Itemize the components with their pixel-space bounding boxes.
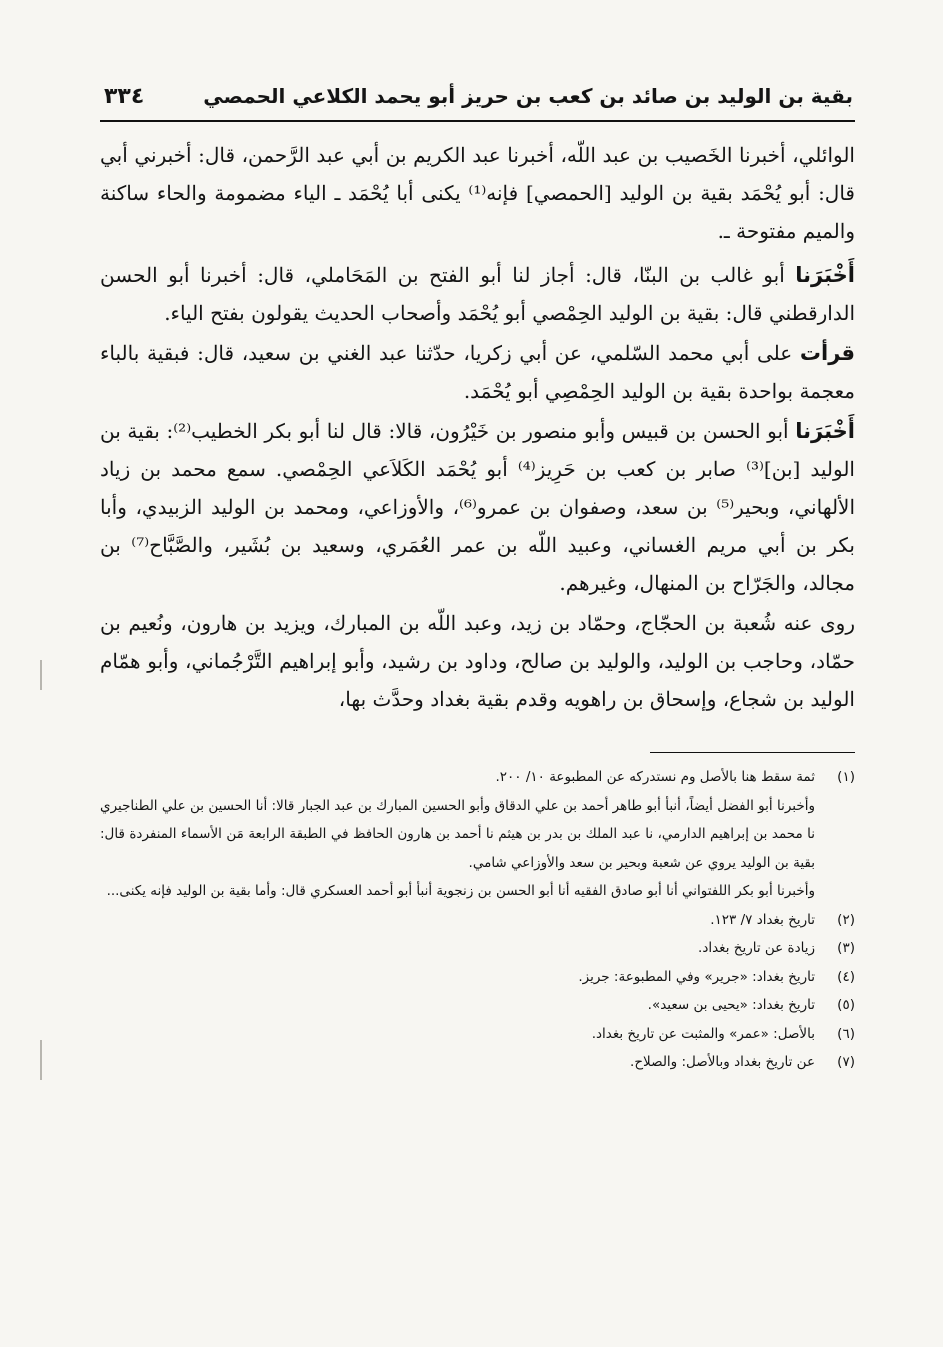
footnote-line: وأخبرنا أبو الفضل أيضاً، أنبأ أبو طاهر أحمد بن علي الدقاق وأبو الحسين المبارك بن عبد الجبار قالا: أنا الحسين بن علي الطناجيري نا محمد بن إبراهيم الدارمي، نا عبد الملك بن بدر بن هيثم نا أحمد بن هارون الحافظ في الطبقة الرابعة مَن الأسماء المنفردة قال: بقية بن الوليد يروي عن شعبة وبحير بن سعد والأوزاعي شامي. (100, 797, 815, 871)
footnotes (100, 763, 855, 1077)
footnote-separator (650, 752, 855, 753)
paragraph-lead-word: قرأت (799, 341, 856, 365)
footnote (100, 1020, 855, 1049)
paragraph-text: الوائلي، أخبرنا الخَصيب بن عبد اللّه، أخبرنا عبد الكريم بن أبي عبد الرَّحمن، قال: أخبرني أبي قال: أبو يُحْمَد بقية بن الوليد [الحمصي] فإنه⁽¹⁾ يكنى أبا يُحْمَد ـ الياء مضمومة والحاء ساكنة والميم مفتوحة ـ. (100, 143, 855, 243)
footnote-body (100, 934, 815, 963)
footnote-line: وأخبرنا أبو بكر اللفتواني أنا أبو صادق الفقيه أنا أبو الحسن بن زنجوية أنبأ أبو أحمد العسكري قال: وأما بقية بن الوليد فإنه يكنى... (106, 883, 815, 899)
footnote-body (100, 963, 815, 992)
paragraph-lead-word: أَخْبَرَنا (795, 263, 856, 287)
footnote-body (100, 991, 815, 1020)
footnote-body (100, 1048, 815, 1077)
paragraph (100, 256, 855, 332)
footnote-number: (١) (837, 769, 855, 785)
footnote-number: (٤) (837, 968, 855, 985)
footnote (100, 763, 855, 906)
page-number: ٣٣٤ (104, 84, 145, 109)
page-header (100, 78, 855, 122)
paragraph-text: روى عنه شُعبة بن الحجّاج، وحمّاد بن زيد، وعبد اللّه بن المبارك، ويزيد بن هارون، ونُعيم بن حمّاد، وحاجب بن الوليد، والوليد بن صالح، وداود بن رشيد، وأبو إبراهيم التَّرْجُماني، وأبو همّام الوليد بن شجاع، وإسحاق بن راهويه وقدم بقية بغداد وحدَّث بها، (100, 611, 855, 711)
paragraph-lead-word: أَخْبَرَنا (795, 419, 855, 443)
main-text (100, 136, 855, 718)
footnote-body (100, 1020, 815, 1049)
footnote (100, 991, 855, 1020)
paragraph (100, 604, 855, 718)
footnote-number: (٥) (837, 997, 855, 1013)
footnote-number: (٦) (837, 1025, 855, 1042)
footnote (100, 1048, 855, 1077)
footnote (100, 963, 855, 992)
footnote-number: (٧) (837, 1054, 855, 1070)
footnote-body (100, 763, 815, 906)
paragraph-text: أبو غالب بن البنّا، قال: أجاز لنا أبو الفتح بن المَحَاملي، قال: أخبرنا أبو الحسن الدارقطني قال: بقية بن الوليد الحِمْصي أبو يُحْمَد وأصحاب الحديث يقولون بفتح الياء. (100, 263, 855, 325)
footnote-line: ثمة سقط هنا بالأصل وم نستدركه عن المطبوعة ١٠/ ٢٠٠. (495, 769, 815, 785)
footnote-line: تاريخ بغداد: «جرير» وفي المطبوعة: جريز. (578, 968, 815, 985)
footnote-body (100, 906, 815, 935)
footnote-line: زيادة عن تاريخ بغداد. (698, 940, 815, 956)
footnote-number: (٣) (837, 940, 855, 956)
footnote-line: عن تاريخ بغداد وبالأصل: والصلاح. (630, 1054, 815, 1070)
paragraph-text: على أبي محمد السّلمي، عن أبي زكريا، حدّثنا عبد الغني بن سعيد، قال: فبقية بالباء معجمة بواحدة بقية بن الوليد الحِمْصِي أبو يُحْمَد. (100, 341, 855, 403)
paragraph (100, 136, 855, 250)
footnote (100, 906, 855, 935)
book-page (100, 78, 855, 1077)
footnote-line: تاريخ بغداد: «يحيى بن سعيد». (647, 997, 815, 1013)
paragraph (100, 412, 855, 602)
scan-edge-mark (40, 1040, 42, 1080)
scan-edge-mark (40, 660, 42, 690)
footnote-line: بالأصل: «عمر» والمثبت عن تاريخ بغداد. (591, 1025, 815, 1042)
paragraph (100, 334, 855, 410)
footnote (100, 934, 855, 963)
paragraph-text: أبو الحسن بن قبيس وأبو منصور بن خَيْرُون، قالا: قال لنا أبو بكر الخطيب⁽²⁾: بقية بن الوليد [بن]⁽³⁾ صابر بن كعب بن حَرِيز⁽⁴⁾ أبو يُحْمَد الكَلاَعي الحِمْصي. سمع محمد بن زياد الألهاني، وبحير⁽⁵⁾ بن سعد، وصفوان بن عمرو⁽⁶⁾، والأوزاعي، ومحمد بن الوليد الزبيدي، وأبا بكر بن أبي مريم الغساني، وعبيد اللّه بن عمر العُمَري، وسعيد بن بُشَير، والصَّبَّاح⁽⁷⁾ بن مجالد، والجَرّاح بن المنهال، وغيرهم. (100, 419, 856, 595)
footnote-number: (٢) (837, 911, 855, 928)
running-title: بقية بن الوليد بن صائد بن كعب بن حريز أبو يحمد الكلاعي الحمصي (203, 84, 853, 108)
footnote-line: تاريخ بغداد ٧/ ١٢٣. (710, 911, 815, 928)
